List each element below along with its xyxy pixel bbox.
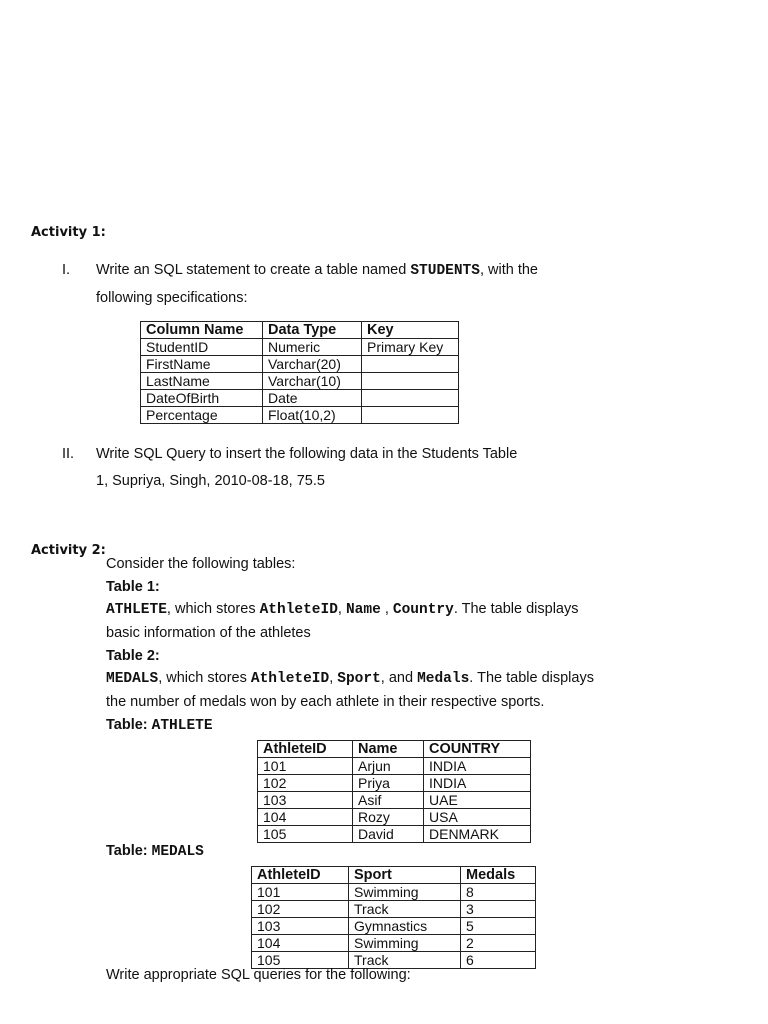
table-cell: Track (349, 952, 461, 969)
question-1-text-end: , with the (479, 262, 538, 278)
table-row (141, 407, 459, 424)
column-header: Key (362, 322, 459, 339)
table-cell: Rozy (353, 809, 424, 826)
table-cell: 101 (258, 758, 353, 775)
text: , (337, 601, 346, 617)
table-cell: 5 (461, 918, 536, 935)
table-cell: Gymnastics (349, 918, 461, 935)
question-2-line-1 (62, 444, 517, 464)
activity-2-title: Activity 2: (31, 543, 106, 558)
table-2-description-line-2: the number of medals won by each athlete in their respective sports. (106, 694, 545, 710)
table-row (258, 775, 531, 792)
table-row (252, 935, 536, 952)
medals-name-code: MEDALS (106, 671, 159, 687)
table-row (141, 373, 459, 390)
code: AthleteID (259, 602, 338, 618)
question-1-line-1 (62, 260, 538, 281)
table-cell: INDIA (424, 775, 531, 792)
code: Country (392, 602, 454, 618)
table-cell: Arjun (353, 758, 424, 775)
table-cell (362, 356, 459, 373)
table-cell: David (353, 826, 424, 843)
table-cell: Swimming (349, 884, 461, 901)
question-1-line-2: following specifications: (96, 290, 248, 306)
table-header-row (141, 322, 459, 339)
activity-1-title: Activity 1: (31, 225, 106, 240)
code: Sport (337, 671, 381, 687)
text: . The table displays (453, 601, 579, 617)
closing-instruction: Write appropriate SQL queries for the following: (106, 967, 411, 983)
caption-code: MEDALS (151, 844, 204, 860)
table-2-description (106, 668, 594, 689)
caption-text: Table: (106, 843, 152, 859)
table-cell: Varchar(10) (263, 373, 362, 390)
table-cell: 8 (461, 884, 536, 901)
table-row (258, 809, 531, 826)
table-cell: Date (263, 390, 362, 407)
column-header: AthleteID (252, 867, 349, 884)
question-1-text: Write an SQL statement to create a table named (96, 262, 411, 278)
students-table-name: STUDENTS (410, 263, 480, 279)
table-cell: DENMARK (424, 826, 531, 843)
table-cell: 105 (258, 826, 353, 843)
table-cell: 102 (252, 901, 349, 918)
medals-table-caption (106, 841, 204, 862)
athlete-table-caption (106, 715, 213, 736)
athlete-table (257, 740, 531, 843)
question-2-number: II. (62, 446, 75, 462)
table-cell: DateOfBirth (141, 390, 263, 407)
students-spec-table (140, 321, 459, 424)
question-2-text: Write SQL Query to insert the following data in the Students Table (96, 446, 518, 462)
question-2-line-2: 1, Supriya, Singh, 2010-08-18, 75.5 (96, 473, 325, 489)
table-cell: 104 (252, 935, 349, 952)
table-cell: 105 (252, 952, 349, 969)
athlete-name-code: ATHLETE (106, 602, 167, 618)
table-row (141, 356, 459, 373)
column-header: Column Name (141, 322, 263, 339)
table-cell: LastName (141, 373, 263, 390)
table-header-row (252, 867, 536, 884)
table-cell: 103 (252, 918, 349, 935)
table-cell: 102 (258, 775, 353, 792)
table-cell: Priya (353, 775, 424, 792)
table-row (252, 918, 536, 935)
caption-code: ATHLETE (151, 718, 213, 734)
table-1-label: Table 1: (106, 579, 160, 595)
table-row (258, 792, 531, 809)
table-cell: INDIA (424, 758, 531, 775)
table-cell: Varchar(20) (263, 356, 362, 373)
table-row (258, 758, 531, 775)
text: , (380, 601, 393, 617)
code: AthleteID (250, 671, 330, 687)
column-header: AthleteID (258, 741, 353, 758)
table-cell (362, 373, 459, 390)
table-cell: 103 (258, 792, 353, 809)
text: , which stores (158, 670, 251, 686)
table-row (258, 826, 531, 843)
column-header: Sport (349, 867, 461, 884)
column-header: Name (353, 741, 424, 758)
code: Medals (417, 671, 470, 687)
table-1-description-line-2: basic information of the athletes (106, 625, 311, 641)
text: . The table displays (469, 670, 594, 686)
table-row (252, 884, 536, 901)
question-1-number: I. (62, 262, 71, 278)
table-cell: Asif (353, 792, 424, 809)
column-header: Data Type (263, 322, 362, 339)
table-row (252, 901, 536, 918)
column-header: COUNTRY (424, 741, 531, 758)
table-cell (362, 407, 459, 424)
table-cell: 2 (461, 935, 536, 952)
table-row (141, 390, 459, 407)
table-cell: 104 (258, 809, 353, 826)
table-cell (362, 390, 459, 407)
column-header: Medals (461, 867, 536, 884)
table-row (141, 339, 459, 356)
text: , (329, 670, 338, 686)
table-cell: Percentage (141, 407, 263, 424)
table-cell: StudentID (141, 339, 263, 356)
table-header-row (258, 741, 531, 758)
table-2-label: Table 2: (106, 648, 160, 664)
code: Name (345, 602, 381, 618)
table-cell: Track (349, 901, 461, 918)
table-cell: 3 (461, 901, 536, 918)
text: , which stores (166, 601, 260, 617)
caption-text: Table: (106, 717, 152, 733)
table-cell: UAE (424, 792, 531, 809)
table-cell: FirstName (141, 356, 263, 373)
table-cell: Primary Key (362, 339, 459, 356)
text: , and (380, 670, 418, 686)
table-cell: 6 (461, 952, 536, 969)
table-1-description (106, 599, 578, 620)
table-cell: 101 (252, 884, 349, 901)
table-cell: Float(10,2) (263, 407, 362, 424)
medals-table (251, 866, 536, 969)
table-cell: Numeric (263, 339, 362, 356)
activity-2-intro: Consider the following tables: (106, 556, 296, 572)
table-cell: Swimming (349, 935, 461, 952)
table-cell: USA (424, 809, 531, 826)
